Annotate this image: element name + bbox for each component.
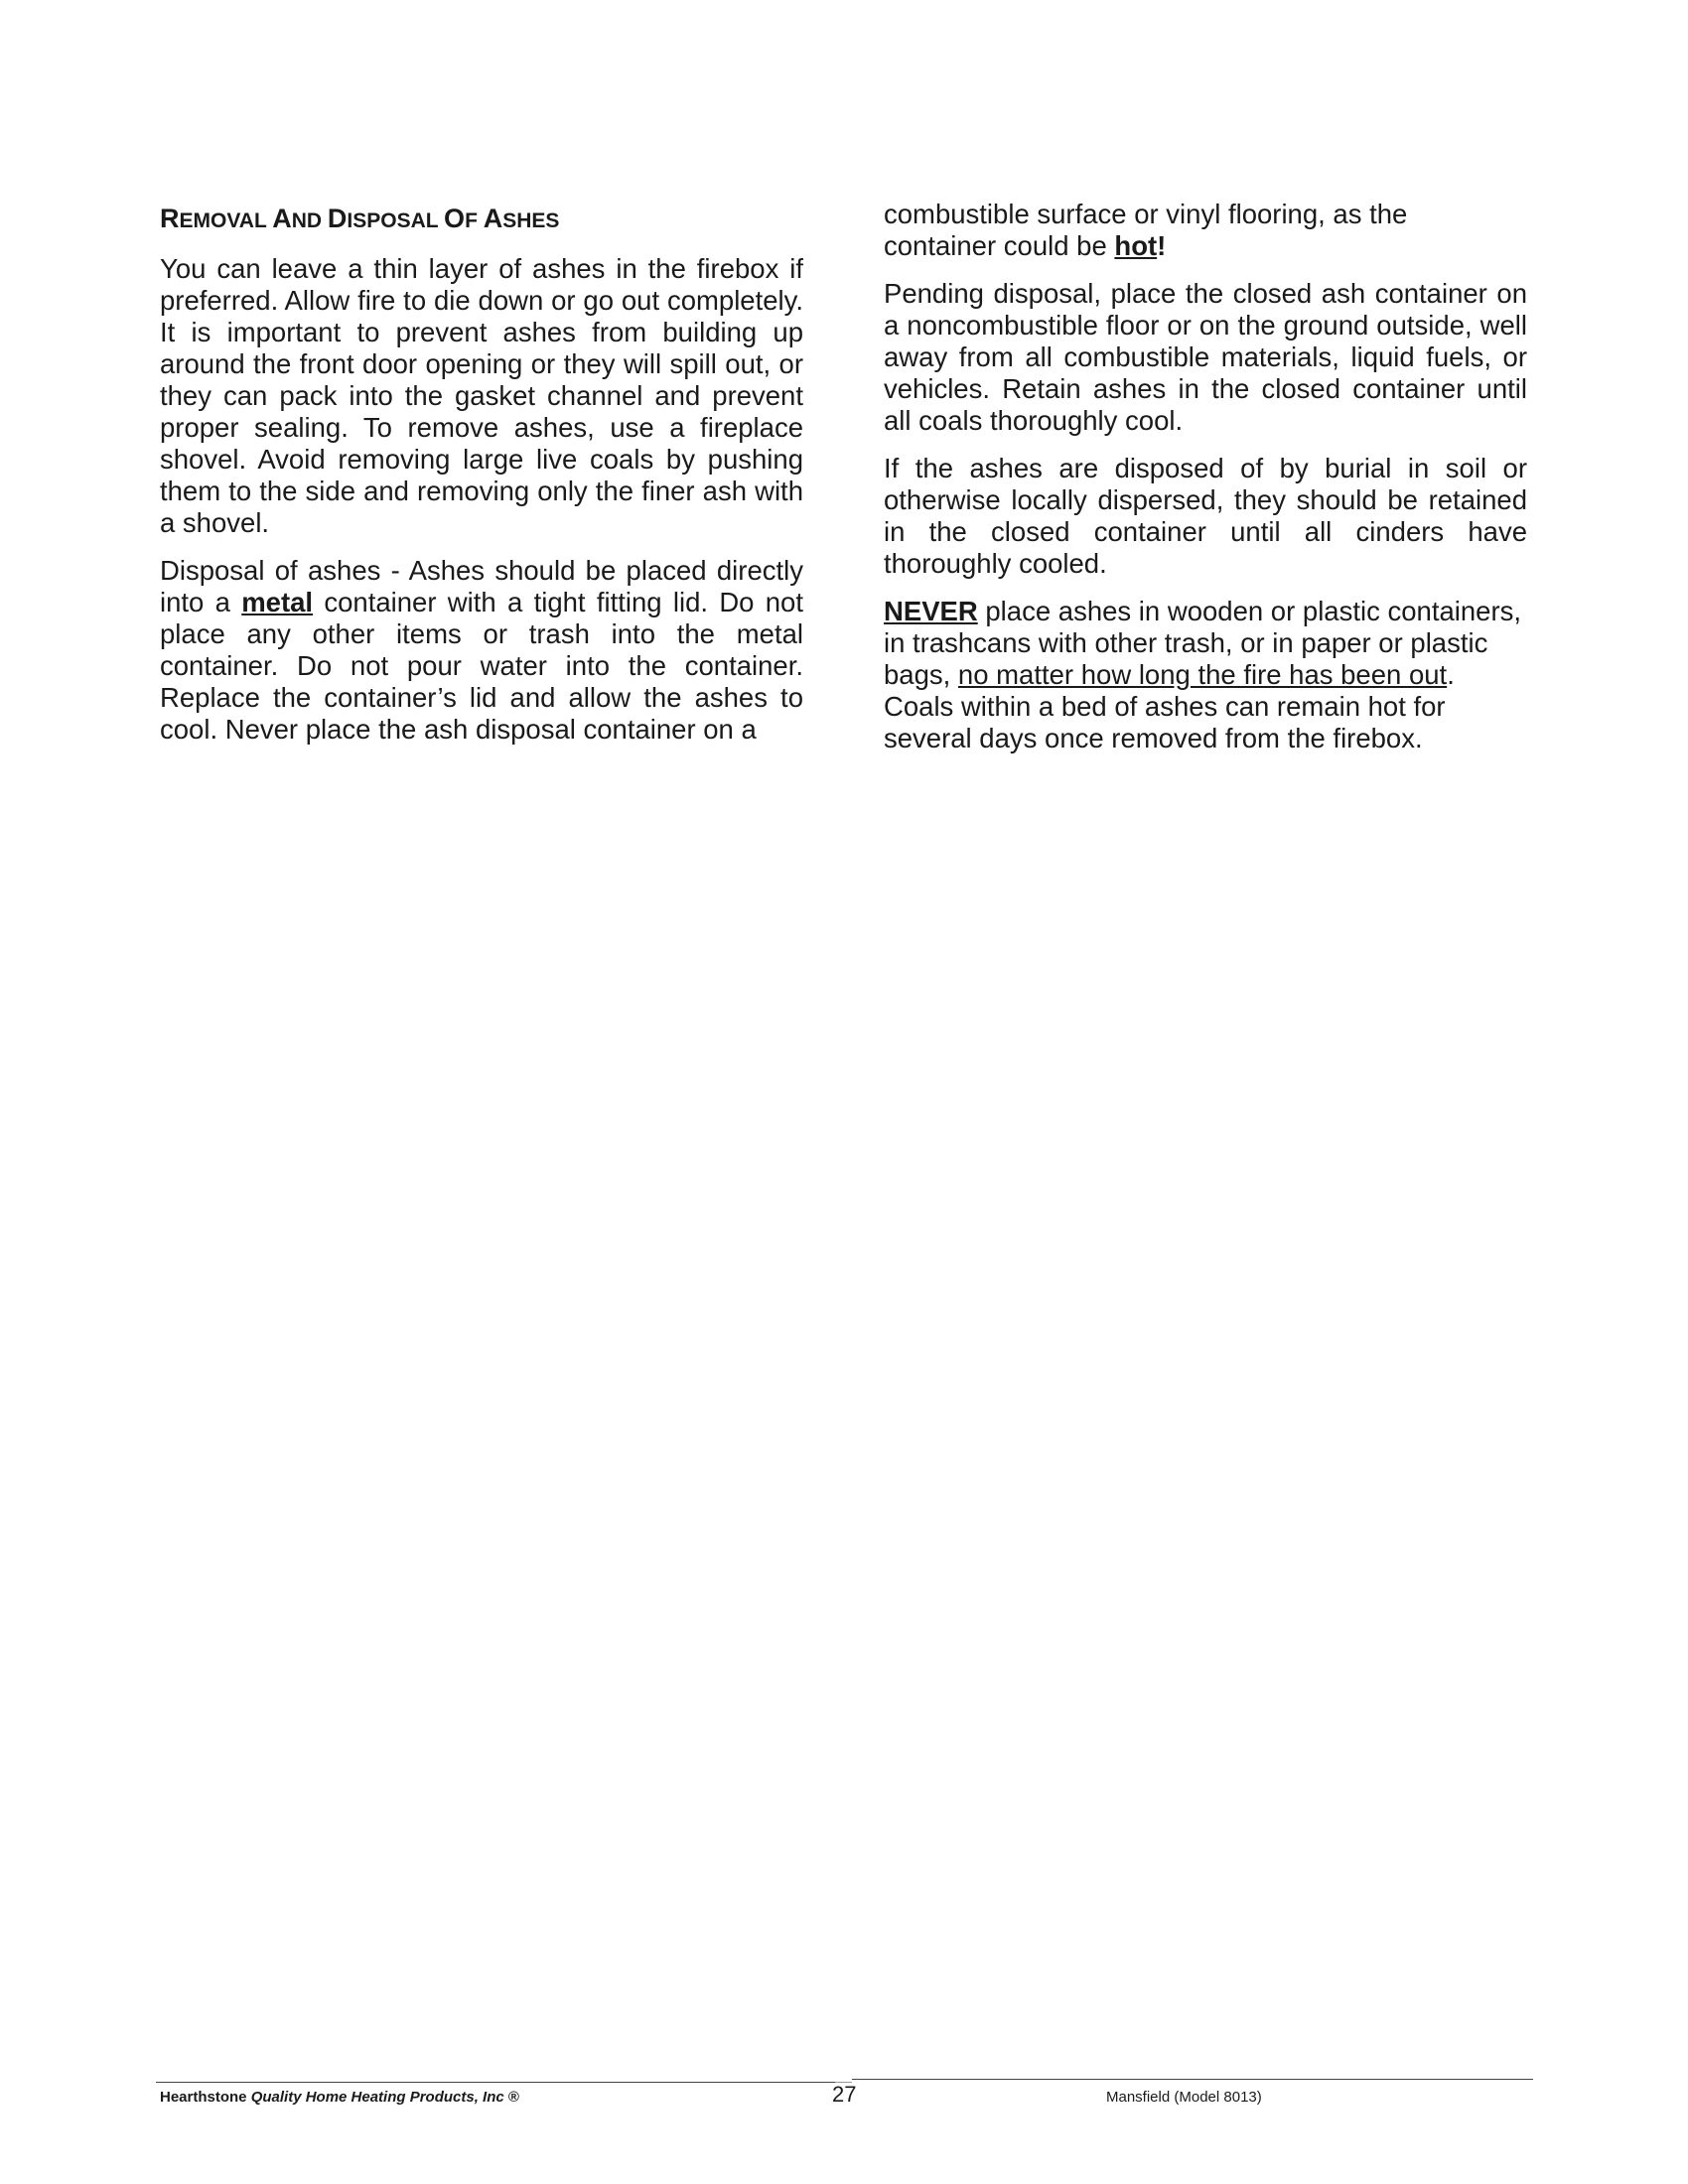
emphasis-metal: metal xyxy=(241,587,314,617)
paragraph-combustible-surface: combustible surface or vinyl flooring, as the container could be hot! xyxy=(884,199,1408,261)
paragraph-pending-disposal: Pending disposal, place the closed ash container on a noncombustible floor or on the ground outside, well away from all combustible materials, liquid fuels, or vehicles. Retain ashes in the closed container until all coals thoroughly cool. xyxy=(884,278,1527,436)
paragraph-burial: If the ashes are disposed of by burial in soil or otherwise locally dispersed, they should be retained in the closed container until all cinders have thoroughly cooled. xyxy=(884,453,1527,579)
paragraph-ash-layer: You can leave a thin layer of ashes in the firebox if preferred. Allow fire to die down or go out completely. It is important to prevent ashes from building up around the front door opening or they will spill out, or they can pack into the gasket channel and prevent proper sealing. To remove ashes, use a fireplace shovel. Avoid removing large live coals by pushing them to the side and removing only the finer ash with a shovel. xyxy=(160,253,803,538)
paragraph-never-warning: NEVER place ashes in wooden or plastic containers, in trashcans with other trash, or in paper or plastic bags, no matter how long the fire has been out. Coals within a bed of ashes can remain hot for several days once removed from the firebox. xyxy=(884,596,1522,753)
emphasis-never: NEVER xyxy=(884,596,978,626)
footer-rule-left xyxy=(156,2082,836,2083)
page-number: 27 xyxy=(832,2082,857,2107)
paragraph-ash-disposal: Disposal of ashes - Ashes should be placed directly into a metal container with a tight fitting lid. Do not place any other items or trash into the metal container. Do not pour water into the container. Replace the container’s lid and allow the ashes to cool. Never place the ash disposal container on a xyxy=(160,555,803,745)
section-heading: REMOVAL AND DISPOSAL OF ASHES xyxy=(160,204,560,233)
emphasis-hot: hot xyxy=(1114,230,1158,261)
left-column xyxy=(160,199,803,761)
footer-rule-right xyxy=(852,2079,1533,2080)
footer-model: Mansfield (Model 8013) xyxy=(1106,2089,1262,2106)
right-column xyxy=(884,199,1527,770)
footer-company: Hearthstone Quality Home Heating Products, Inc ® xyxy=(160,2089,519,2106)
emphasis-no-matter: no matter how long the fire has been out xyxy=(957,659,1448,690)
